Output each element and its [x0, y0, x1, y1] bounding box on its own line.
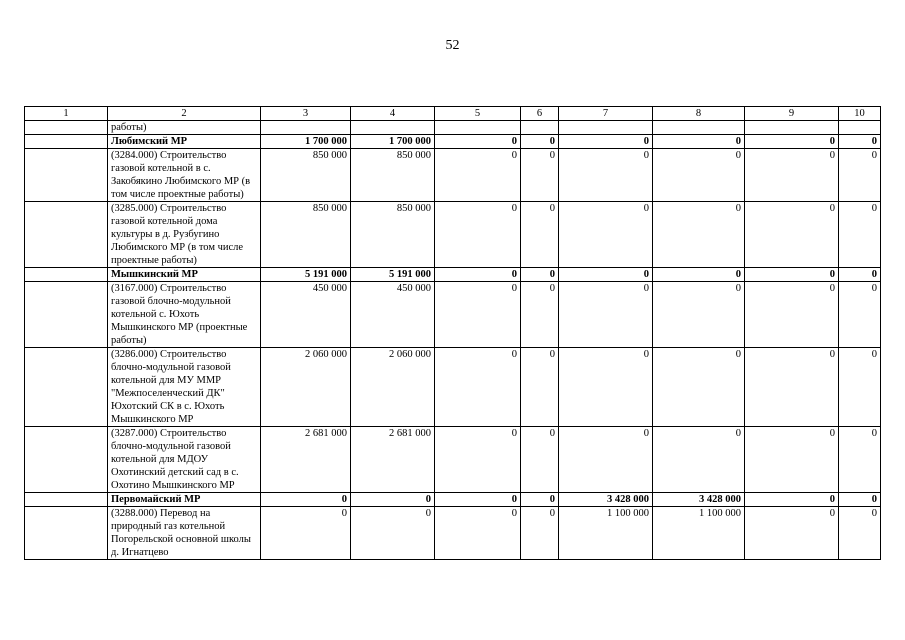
- table-body: [25, 107, 881, 560]
- amount-cell-4: 0: [351, 493, 435, 507]
- project-description: (3285.000) Строительство газовой котельной дома культуры в д. Рузбугино Любимского МР (в том числе проектные работы): [108, 202, 261, 268]
- amount-cell-3: 850 000: [261, 149, 351, 202]
- page-number: 52: [445, 38, 460, 53]
- amount-cell-3: 5 191 000: [261, 268, 351, 282]
- amount-cell-9: 0: [745, 202, 839, 268]
- amount-cell-9: 0: [745, 348, 839, 427]
- amount-cell-6: [521, 121, 559, 135]
- column-header: 8: [653, 107, 745, 121]
- empty-cell: [25, 121, 108, 135]
- amount-cell-10: 0: [839, 427, 881, 493]
- amount-cell-4: 450 000: [351, 282, 435, 348]
- empty-cell: [25, 427, 108, 493]
- amount-cell-10: 0: [839, 282, 881, 348]
- amount-cell-6: 0: [521, 493, 559, 507]
- district-name: Мышкинский МР: [108, 268, 261, 282]
- column-header: 7: [559, 107, 653, 121]
- amount-cell-8: 0: [653, 427, 745, 493]
- column-header: 3: [261, 107, 351, 121]
- column-header: 2: [108, 107, 261, 121]
- amount-cell-6: 0: [521, 202, 559, 268]
- empty-cell: [25, 282, 108, 348]
- project-row: [25, 427, 881, 493]
- project-description: (3288.000) Перевод на природный газ котельной Погорельской основной школы д. Игнатцево: [108, 507, 261, 560]
- amount-cell-10: 0: [839, 268, 881, 282]
- amount-cell-9: 0: [745, 507, 839, 560]
- amount-cell-6: 0: [521, 268, 559, 282]
- amount-cell-8: [653, 121, 745, 135]
- amount-cell-3: 1 700 000: [261, 135, 351, 149]
- amount-cell-4: 850 000: [351, 202, 435, 268]
- project-row: [25, 121, 881, 135]
- amount-cell-10: 0: [839, 348, 881, 427]
- empty-cell: [25, 268, 108, 282]
- amount-cell-8: 0: [653, 135, 745, 149]
- project-row: [25, 149, 881, 202]
- project-description: (3287.000) Строительство блочно-модульной газовой котельной для МДОУ Охотинский детский сад в с. Охотино Мышкинского МР: [108, 427, 261, 493]
- column-header: 9: [745, 107, 839, 121]
- project-description: работы): [108, 121, 261, 135]
- amount-cell-9: [745, 121, 839, 135]
- amount-cell-3: [261, 121, 351, 135]
- empty-cell: [25, 202, 108, 268]
- amount-cell-4: 850 000: [351, 149, 435, 202]
- amount-cell-9: 0: [745, 427, 839, 493]
- amount-cell-4: 5 191 000: [351, 268, 435, 282]
- amount-cell-4: 1 700 000: [351, 135, 435, 149]
- amount-cell-4: [351, 121, 435, 135]
- amount-cell-9: 0: [745, 493, 839, 507]
- amount-cell-4: 2 060 000: [351, 348, 435, 427]
- amount-cell-5: 0: [435, 282, 521, 348]
- amount-cell-5: 0: [435, 348, 521, 427]
- table-header-row: [25, 107, 881, 121]
- amount-cell-8: 3 428 000: [653, 493, 745, 507]
- amount-cell-3: 2 681 000: [261, 427, 351, 493]
- amount-cell-7: 0: [559, 149, 653, 202]
- column-header: 5: [435, 107, 521, 121]
- amount-cell-3: 0: [261, 493, 351, 507]
- amount-cell-8: 0: [653, 282, 745, 348]
- project-description: (3167.000) Строительство газовой блочно-модульной котельной с. Юхоть Мышкинского МР (проектные работы): [108, 282, 261, 348]
- amount-cell-9: 0: [745, 149, 839, 202]
- amount-cell-10: 0: [839, 507, 881, 560]
- amount-cell-7: 0: [559, 268, 653, 282]
- column-header: 6: [521, 107, 559, 121]
- amount-cell-5: 0: [435, 507, 521, 560]
- empty-cell: [25, 135, 108, 149]
- column-header: 1: [25, 107, 108, 121]
- amount-cell-10: 0: [839, 493, 881, 507]
- amount-cell-10: 0: [839, 135, 881, 149]
- project-row: [25, 282, 881, 348]
- amount-cell-8: 0: [653, 348, 745, 427]
- amount-cell-7: 0: [559, 427, 653, 493]
- empty-cell: [25, 348, 108, 427]
- amount-cell-5: 0: [435, 427, 521, 493]
- amount-cell-7: [559, 121, 653, 135]
- district-total-row: [25, 493, 881, 507]
- amount-cell-6: 0: [521, 282, 559, 348]
- amount-cell-4: 2 681 000: [351, 427, 435, 493]
- amount-cell-5: [435, 121, 521, 135]
- amount-cell-6: 0: [521, 427, 559, 493]
- amount-cell-7: 1 100 000: [559, 507, 653, 560]
- amount-cell-8: 1 100 000: [653, 507, 745, 560]
- amount-cell-3: 450 000: [261, 282, 351, 348]
- amount-cell-10: 0: [839, 202, 881, 268]
- amount-cell-10: [839, 121, 881, 135]
- budget-table: [24, 106, 881, 560]
- amount-cell-3: 2 060 000: [261, 348, 351, 427]
- amount-cell-7: 0: [559, 348, 653, 427]
- amount-cell-7: 3 428 000: [559, 493, 653, 507]
- amount-cell-6: 0: [521, 348, 559, 427]
- amount-cell-5: 0: [435, 202, 521, 268]
- amount-cell-6: 0: [521, 149, 559, 202]
- district-name: Первомайский МР: [108, 493, 261, 507]
- amount-cell-3: 850 000: [261, 202, 351, 268]
- amount-cell-5: 0: [435, 135, 521, 149]
- district-total-row: [25, 268, 881, 282]
- project-row: [25, 202, 881, 268]
- project-row: [25, 348, 881, 427]
- amount-cell-3: 0: [261, 507, 351, 560]
- amount-cell-6: 0: [521, 507, 559, 560]
- amount-cell-8: 0: [653, 149, 745, 202]
- amount-cell-7: 0: [559, 135, 653, 149]
- amount-cell-5: 0: [435, 268, 521, 282]
- project-description: (3286.000) Строительство блочно-модульной газовой котельной для МУ ММР "Межпоселенческий ДК" Юхотский СК в с. Юхоть Мышкинского МР: [108, 348, 261, 427]
- amount-cell-7: 0: [559, 282, 653, 348]
- amount-cell-5: 0: [435, 149, 521, 202]
- district-total-row: [25, 135, 881, 149]
- amount-cell-9: 0: [745, 135, 839, 149]
- project-row: [25, 507, 881, 560]
- district-name: Любимский МР: [108, 135, 261, 149]
- amount-cell-8: 0: [653, 202, 745, 268]
- amount-cell-5: 0: [435, 493, 521, 507]
- amount-cell-10: 0: [839, 149, 881, 202]
- amount-cell-9: 0: [745, 268, 839, 282]
- column-header: 10: [839, 107, 881, 121]
- empty-cell: [25, 493, 108, 507]
- column-header: 4: [351, 107, 435, 121]
- amount-cell-9: 0: [745, 282, 839, 348]
- amount-cell-8: 0: [653, 268, 745, 282]
- amount-cell-4: 0: [351, 507, 435, 560]
- empty-cell: [25, 149, 108, 202]
- project-description: (3284.000) Строительство газовой котельной в с. Закобякино Любимского МР (в том числе проектные работы): [108, 149, 261, 202]
- amount-cell-7: 0: [559, 202, 653, 268]
- amount-cell-6: 0: [521, 135, 559, 149]
- empty-cell: [25, 507, 108, 560]
